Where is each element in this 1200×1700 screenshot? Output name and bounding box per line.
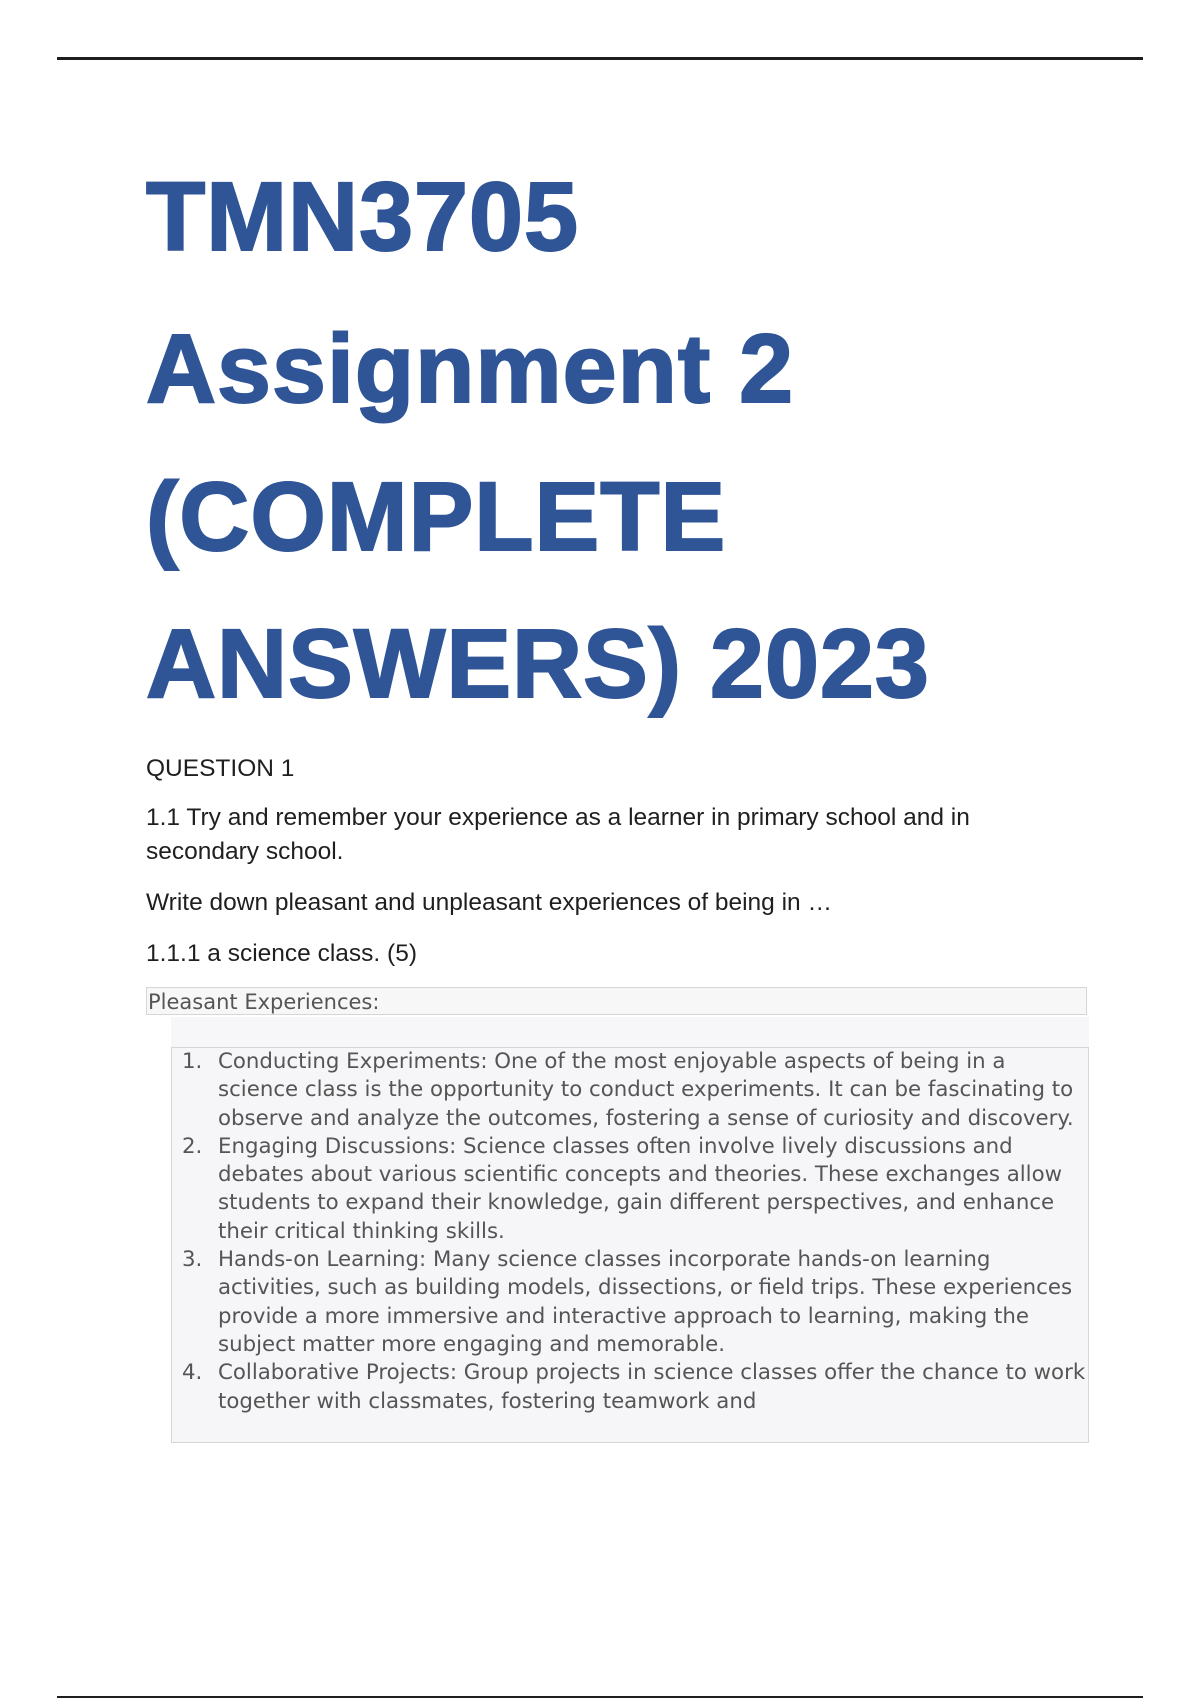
question-text-line-2: secondary school.: [146, 838, 344, 865]
list-number: 2.: [182, 1133, 203, 1159]
list-item: [172, 1246, 1088, 1359]
answer-list-box: [171, 1047, 1089, 1443]
section-label-box: Pleasant Experiences:: [146, 987, 1087, 1015]
title-line-1: TMN3705: [146, 162, 579, 271]
list-item-text: Hands-on Learning: Many science classes incorporate hands-on learning activities, such as building models, dissections, or field trips. These experiences provide a more immersive and interactive approach to learning, making the subject matter more engaging and memorable.: [218, 1247, 1073, 1357]
answer-list: [172, 1048, 1088, 1416]
list-number: 1.: [182, 1049, 203, 1074]
list-item-text: Collaborative Projects: Group projects in science classes offer the chance to work together with classmates, fostering teamwork and: [218, 1360, 1086, 1414]
title-line-3: (COMPLETE: [146, 462, 727, 571]
list-item-text: Engaging Discussions: Science classes often involve lively discussions and debates about various scientific concepts and theories. These exchanges allow students to expand their knowledge, gain different perspectives, and enhance their critical thinking skills.: [218, 1133, 1063, 1244]
spacer-area: [171, 1017, 1089, 1047]
list-number: 4.: [182, 1360, 203, 1386]
list-item: [172, 1048, 1088, 1133]
instruction-text: Write down pleasant and unpleasant experiences of being in …: [146, 889, 832, 916]
title-line-4: ANSWERS) 2023: [146, 609, 930, 718]
list-number: 3.: [182, 1247, 203, 1273]
list-item: [172, 1133, 1088, 1246]
question-text-line-1: 1.1 Try and remember your experience as a learner in primary school and in: [146, 804, 970, 831]
list-item: [172, 1359, 1088, 1416]
list-item-text: Conducting Experiments: One of the most enjoyable aspects of being in a science class is the opportunity to conduct experiments. It can be fascinating to observe and analyze the outcomes, fostering a sense of curiosity and discovery.: [218, 1049, 1074, 1131]
bottom-rule: [57, 1696, 1143, 1698]
title-line-2: Assignment 2: [146, 314, 795, 423]
sub-question: 1.1.1 a science class. (5): [146, 940, 417, 967]
top-rule: [57, 57, 1143, 60]
question-heading: QUESTION 1: [146, 755, 295, 782]
